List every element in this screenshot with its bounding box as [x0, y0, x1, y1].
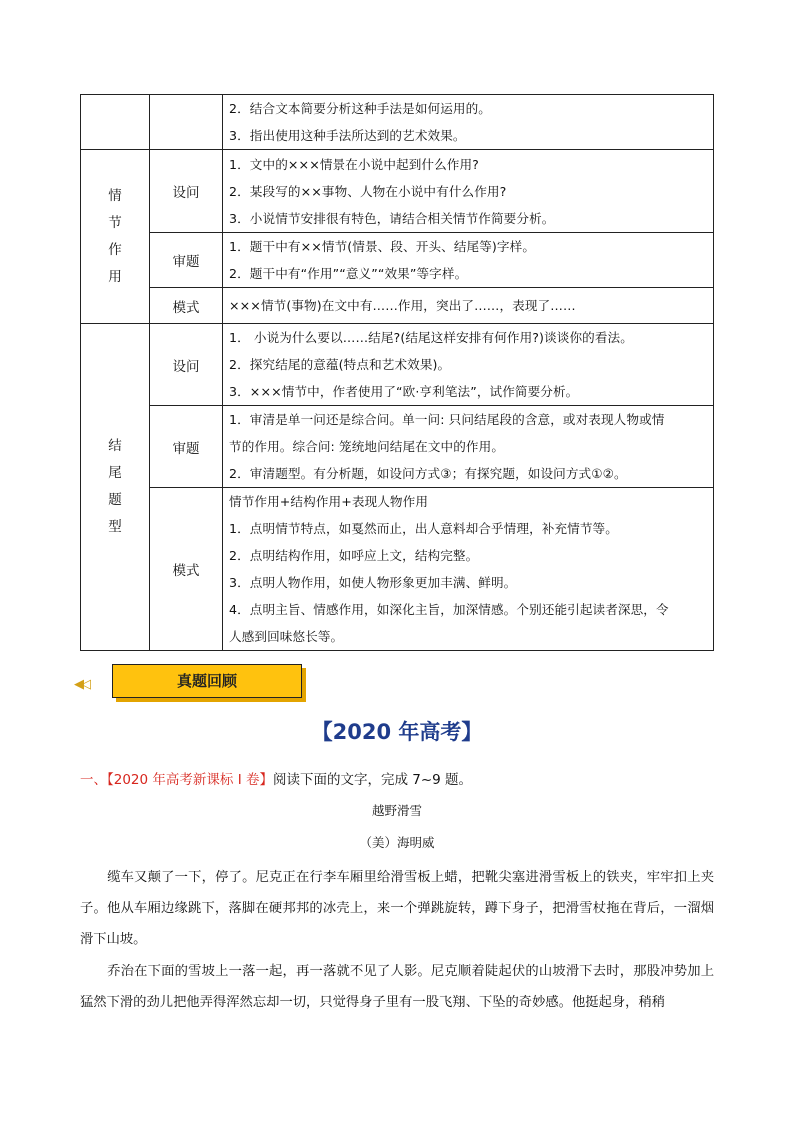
story-author: （美）海明威	[359, 835, 435, 850]
story-paragraph: 乔治在下面的雪坡上一落一起，再一落就不见了人影。尼克顺着陡起伏的山坡滑下去时，那股冲势加上猛然下滑的劲儿把他弄得浑然忘却一切，只觉得身子里有一股飞翔、下坠的奇妙感。他挺起身，稍稍	[80, 964, 714, 1010]
ending-mode-cell	[223, 488, 714, 651]
story-title: 越野滑雪	[371, 803, 422, 818]
section-badge	[112, 664, 306, 702]
section-badge-label: 真题回顾	[112, 664, 302, 698]
plot-ask-cell	[223, 150, 714, 233]
ending-ask-cell	[223, 324, 714, 406]
table-line: 2．点明结构作用，如呼应上文，结构完整。	[229, 548, 479, 563]
story-paragraph: 缆车又颠了一下，停了。尼克正在行李车厢里给滑雪板上蜡，把靴尖塞进滑雪板上的铁夹，牢牢扣上夹子。他从车厢边缘跳下，落脚在硬邦邦的冰壳上，来一个弹跳旋转，蹲下身子，把滑雪杖拖在背后，一溜烟滑下山坡。	[80, 870, 714, 947]
table-line: 3．点明人物作用，如使人物形象更加丰满、鲜明。	[229, 575, 517, 590]
table-line: ×××情节(事物)在文中有……作用，突出了……，表现了……	[229, 298, 576, 313]
answer-template-table	[80, 94, 714, 651]
table-line: 2．某段写的××事物、人物在小说中有什么作用?	[229, 183, 507, 199]
table-line: 2．审清题型。有分析题，如设问方式③；有探究题，如设问方式①②。	[229, 466, 627, 481]
empty-label-cell	[150, 95, 223, 150]
table-line: 2．题干中有“作用”“意义”“效果”等字样。	[229, 266, 468, 281]
row-label-mode: 模式	[150, 288, 223, 324]
row-label-review: 审题	[150, 233, 223, 288]
row-label-mode: 模式	[150, 488, 223, 651]
plot-review-cell	[223, 233, 714, 288]
table-line: 1．点明情节特点，如戛然而止，出人意料却合乎情理，补充情节等。	[229, 521, 618, 536]
table-line: 1． 小说为什么要以……结尾?(结尾这样安排有何作用?)谈谈你的看法。	[229, 330, 633, 345]
question-source: 【2020 年高考新课标 I 卷】	[107, 772, 273, 788]
table-line: 节的作用。综合问: 笼统地问结尾在文中的作用。	[229, 439, 505, 454]
row-label-ask: 设问	[150, 324, 223, 406]
question-instruction: 阅读下面的文字，完成 7~9 题。	[272, 772, 473, 788]
table-line: 情节作用+结构作用+表现人物作用	[229, 494, 429, 509]
row-label-review: 审题	[150, 406, 223, 488]
category-plot-function: 情 节 作 用	[81, 150, 150, 324]
exam-year-title: 【2020 年高考】	[311, 720, 483, 744]
table-line: 1．审清是单一问还是综合问。单一问: 只问结尾段的含意，或对表现人物或情	[229, 412, 665, 427]
table-line: 2．探究结尾的意蕴(特点和艺术效果)。	[229, 357, 451, 372]
table-line: 人感到回味悠长等。	[229, 629, 344, 644]
empty-label-cell	[81, 95, 150, 150]
table-line: 3．×××情节中，作者使用了“欧·亨利笔法”，试作简要分析。	[229, 384, 579, 399]
table-line: 2．结合文本简要分析这种手法是如何运用的。	[229, 101, 491, 116]
row-label-ask: 设问	[150, 150, 223, 233]
double-left-arrow-icon: ◀◁	[74, 677, 88, 692]
category-ending-type: 结 尾 题 型	[81, 324, 150, 651]
table-line: 4．点明主旨、情感作用，如深化主旨，加深情感。个别还能引起读者深思，令	[229, 602, 669, 617]
table-line: 1．题干中有××情节(情景、段、开头、结尾等)字样。	[229, 239, 536, 254]
table-line: 3．指出使用这种手法所达到的艺术效果。	[229, 128, 466, 143]
technique-lines-cell	[223, 95, 714, 150]
question-prompt	[80, 768, 472, 788]
table-line: 3．小说情节安排很有特色，请结合相关情节作简要分析。	[229, 210, 555, 226]
plot-mode-cell	[223, 288, 714, 324]
ending-review-cell	[223, 406, 714, 488]
table-line: 1．文中的×××情景在小说中起到什么作用?	[229, 156, 479, 172]
question-number: 一、	[80, 772, 107, 788]
